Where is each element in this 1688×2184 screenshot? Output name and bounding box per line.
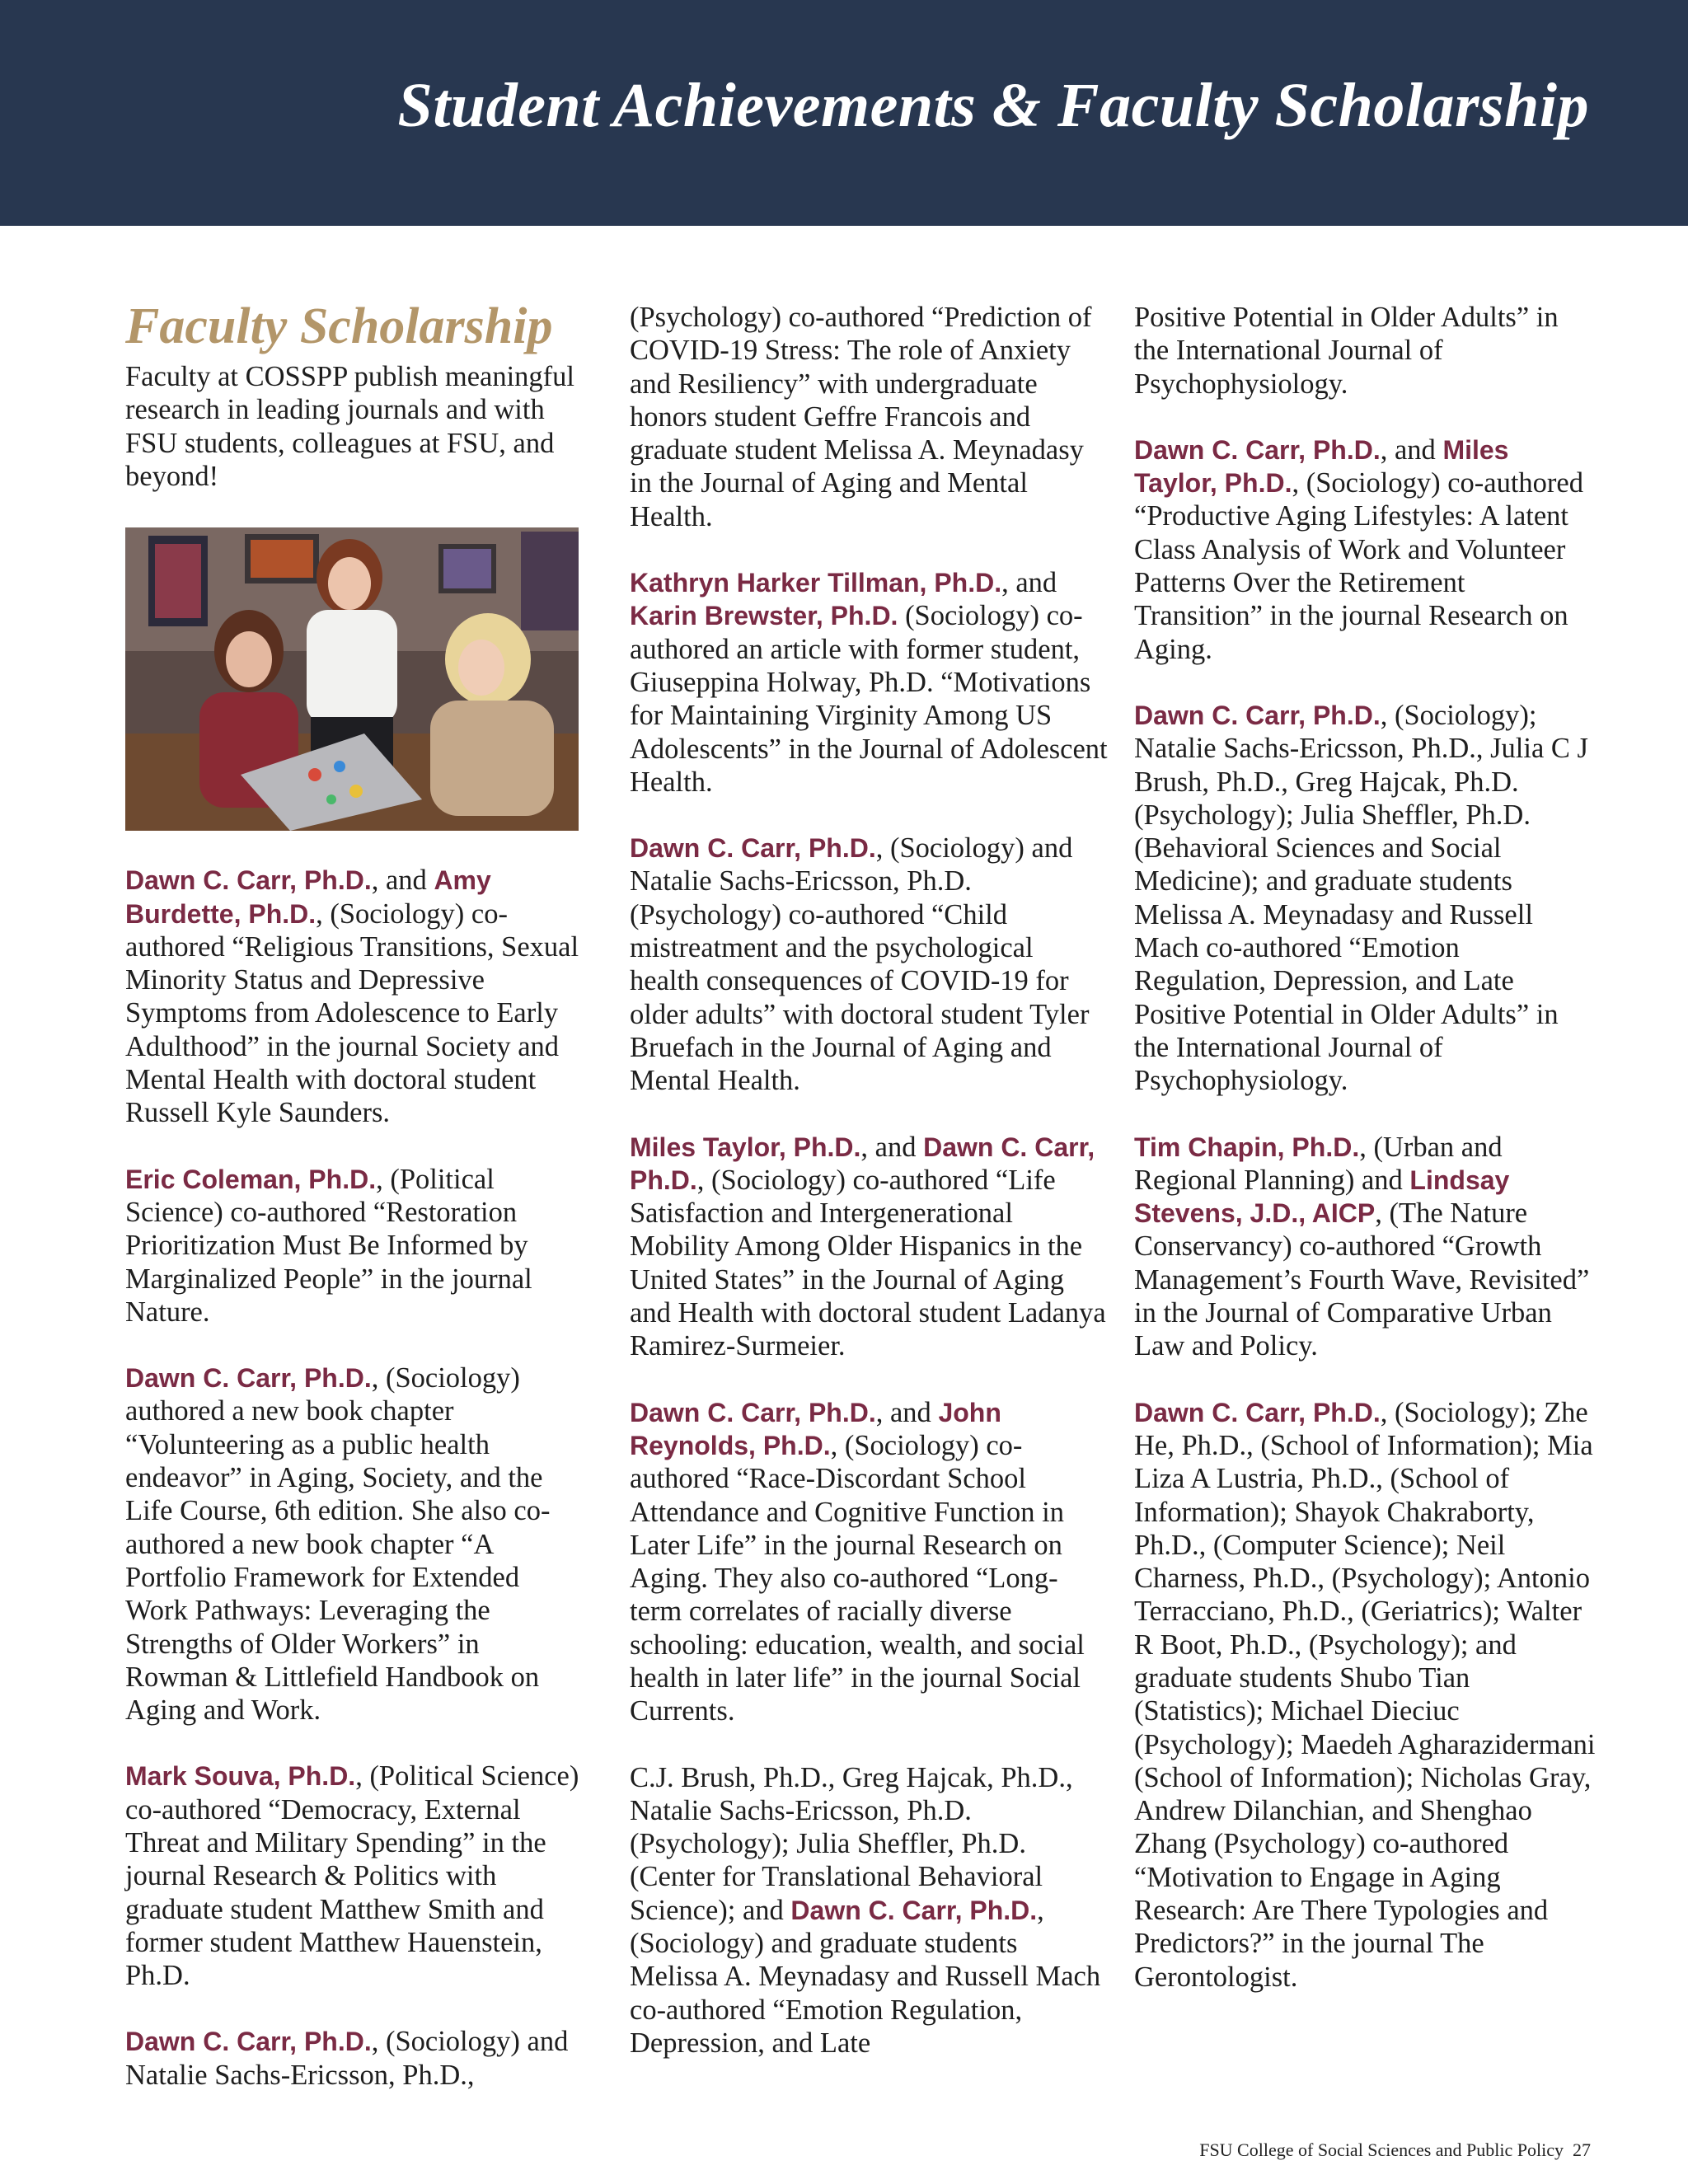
author-name: Dawn C. Carr, Ph.D.: [790, 1895, 1038, 1925]
author-name: Dawn C. Carr, Ph.D.: [1134, 1397, 1381, 1427]
author-name: Dawn C. Carr, Ph.D.: [630, 1397, 876, 1427]
entry-text: Positive Potential in Older Adults” in the International Journal of Psychophysiology.: [1134, 302, 1559, 400]
publication-entry: [125, 1163, 587, 1329]
photo-illustration: [125, 527, 579, 831]
author-name: Dawn C. Carr, Ph.D.: [125, 1363, 372, 1394]
publication-entry: [1134, 1131, 1596, 1363]
publication-entry-continued: [1134, 301, 1596, 401]
entry-text: (Sociology) co-authored an article with former student, Giuseppina Holway, Ph.D. “Motivations for Maintaining Virginity Among US Adolescents” in the Journal of Adolescent Health.: [630, 600, 1108, 798]
publication-entry: [630, 1761, 1108, 2060]
header-banner: [0, 0, 1688, 226]
author-name: Amy Burdette, Ph.D.: [125, 865, 491, 929]
publication-entry-continued: [630, 301, 1108, 533]
column-middle: [630, 301, 1108, 2093]
column-left: [125, 298, 587, 2125]
entry-text: , (The Nature Conservancy) co-authored “Growth Management’s Fourth Wave, Revisited” in the Journal of Comparative Urban Law and Policy.: [1134, 1197, 1590, 1362]
author-name: Dawn C. Carr, Ph.D.: [630, 833, 876, 864]
author-name: Dawn C. Carr, Ph.D.: [630, 1132, 1095, 1195]
entry-text: , (Political Science) co-authored “Restoration Prioritization Must Be Informed by Marginalized People” in the journal Nature.: [125, 1163, 532, 1328]
page-footer: [1199, 2139, 1591, 2161]
publication-entry: [630, 1131, 1108, 1363]
author-name: Dawn C. Carr, Ph.D.: [125, 2027, 372, 2057]
entry-text: C.J. Brush, Ph.D., Greg Hajcak, Ph.D., Natalie Sachs-Ericsson, Ph.D. (Psychology); Julia Sheffler, Ph.D. (Center for Translational Behavioral Science); and: [630, 1761, 1073, 1926]
entry-text: , and: [371, 865, 434, 897]
entry-text: , (Sociology) authored a new book chapter “Volunteering as a public health endeavor” in Aging, Society, and the Life Course, 6th edition. She also co-authored a new book chapter “A Portfolio Framework for Extended Work Pathways: Leveraging the Strengths of Older Workers” in Rowman & Littlefield Handbook on Aging and Work.: [125, 1362, 551, 1727]
publication-entry: [125, 1361, 587, 1727]
entry-text: , (Sociology) co-authored “Productive Aging Lifestyles: A latent Class Analysis of Work and Volunteer Patterns Over the Retirement Transition” in the journal Research on Aging.: [1134, 467, 1583, 665]
entry-text: , (Sociology) co-authored “Religious Transitions, Sexual Minority Status and Depressive Symptoms from Adolescence to Early Adulthood” in the journal Society and Mental Health with doctoral student Russell Kyle Saunders.: [125, 898, 579, 1129]
entry-text: , (Sociology) co-authored “Race-Discordant School Attendance and Cognitive Function in Later Life” in the journal Research on Aging. They also co-authored “Long-term correlates of racially diverse schooling: education, wealth, and social health in later life” in the journal Social Currents.: [630, 1429, 1085, 1727]
author-name: Dawn C. Carr, Ph.D.: [1134, 700, 1381, 730]
publication-entry: [1134, 699, 1596, 1098]
entry-text: , (Sociology) and Natalie Sachs-Ericsson, Ph.D. (Psychology) co-authored “Child mistreatment and the psychological health consequences of COVID-19 for older adults” with doctoral student Tyler Bruefach in the Journal of Aging and Mental Health.: [630, 832, 1090, 1097]
publication-entry: [630, 832, 1108, 1097]
author-name: Karin Brewster, Ph.D.: [630, 601, 898, 631]
author-name: Miles Taylor, Ph.D.: [1134, 434, 1509, 499]
footer-label: FSU College of Social Sciences and Public Policy: [1199, 2139, 1564, 2160]
author-name: Miles Taylor, Ph.D.: [630, 1132, 861, 1162]
publication-entry: [1134, 434, 1596, 666]
entry-text: , and: [860, 1131, 924, 1163]
section-intro: Faculty at COSSPP publish meaningful research in leading journals and with FSU students, colleagues at FSU, and beyond!: [125, 361, 574, 492]
author-name: John Reynolds, Ph.D.: [630, 1397, 1001, 1460]
entry-text: , (Sociology); Zhe He, Ph.D., (School of Information); Mia Liza A Lustria, Ph.D., (School of Information); Shayok Chakraborty, Ph.D., (Computer Science); Neil Charness, Ph.D., (Psychology); Antonio Terracciano, Ph.D., (Geriatrics); Walter R Boot, Ph.D., (Psychology); and graduate students Shubo Tian (Statistics); Michael Dieciuc (Psychology); Maedeh Agharazidermani (School of Information); Nicholas Gray, Andrew Dilanchian, and Shenghao Zhang (Psychology) co-authored “Motivation to Engage in Aging Research: Are There Typologies and Predictors?” in the journal The Gerontologist.: [1134, 1396, 1596, 1993]
entry-text: , and: [875, 1396, 939, 1428]
entry-text: , (Sociology); Natalie Sachs-Ericsson, Ph.D., Julia C J Brush, Ph.D., Greg Hajcak, Ph.D. (Psychology); Julia Sheffler, Ph.D. (Behavioral Sciences and Social Medicine); and graduate students Melissa A. Meynadasy and Russell Mach co-authored “Emotion Regulation, Depression, and Late Positive Potential in Older Adults” in the International Journal of Psychophysiology.: [1134, 699, 1588, 1097]
publication-entry: [125, 2025, 587, 2092]
entry-text: , (Urban and Regional Planning) and: [1134, 1131, 1503, 1196]
entry-text: , (Sociology) co-authored “Life Satisfaction and Intergenerational Mobility Among Older Hispanics in the United States” in the Journal of Aging and Health with doctoral student Ladanya Ramirez-Surmeier.: [630, 1164, 1106, 1362]
entry-text: (Psychology) co-authored “Prediction of COVID-19 Stress: The role of Anxiety and Resiliency” with undergraduate honors student Geffre Francois and graduate student Melissa A. Meynadasy in the Journal of Aging and Mental Health.: [630, 302, 1092, 532]
author-name: Dawn C. Carr, Ph.D.: [1134, 434, 1381, 465]
column-right: [1134, 301, 1596, 2027]
author-name: Tim Chapin, Ph.D.: [1134, 1132, 1360, 1162]
page-number: 27: [1573, 2139, 1591, 2160]
faculty-students-photo: [125, 527, 579, 831]
author-name: Lindsay Stevens, J.D., AICP: [1134, 1165, 1510, 1229]
author-name: Eric Coleman, Ph.D.: [125, 1164, 377, 1194]
entry-text: , (Sociology) and Natalie Sachs-Ericsson, Ph.D.,: [125, 2026, 569, 2091]
page-title: Student Achievements & Faculty Scholarship: [397, 71, 1589, 140]
author-name: Dawn C. Carr, Ph.D.: [125, 865, 372, 896]
publication-entry: [630, 1396, 1108, 1728]
publication-entry: [125, 864, 587, 1129]
publication-entry: [630, 566, 1108, 799]
entry-text: , and: [1001, 567, 1057, 599]
publication-entry: [1134, 1396, 1596, 1994]
entry-text: , (Political Science) co-authored “Democracy, External Threat and Military Spending” in the journal Research & Politics with graduate student Matthew Smith and former student Matthew Hauenstein, Ph.D.: [125, 1760, 579, 1992]
entry-text: , and: [1380, 434, 1443, 466]
publication-entry: [125, 1760, 587, 1992]
section-heading: Faculty Scholarship: [125, 298, 553, 354]
author-name: Mark Souva, Ph.D.: [125, 1761, 356, 1792]
entry-text: , (Sociology) and graduate students Melissa A. Meynadasy and Russell Mach co-authored “Emotion Regulation, Depression, and Late: [630, 1894, 1101, 2059]
author-name: Kathryn Harker Tillman, Ph.D.: [630, 568, 1002, 598]
